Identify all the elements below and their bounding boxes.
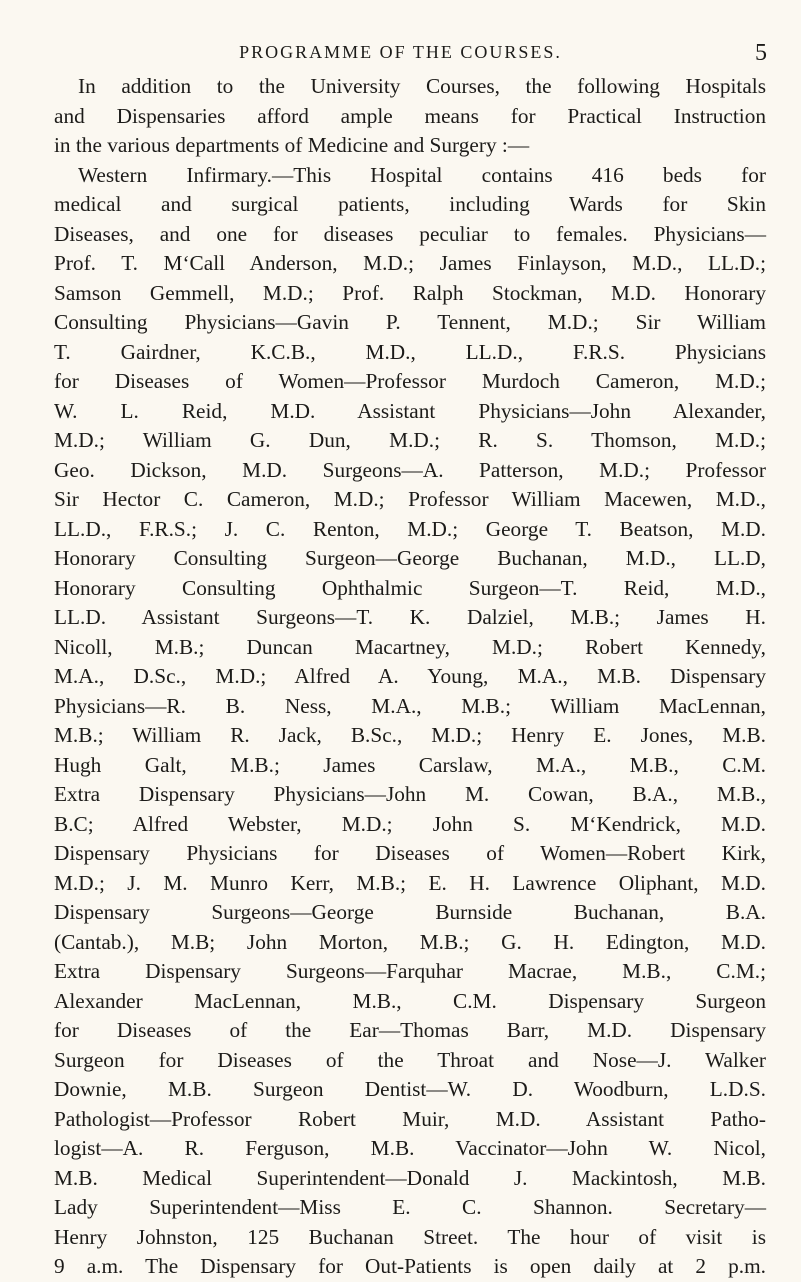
text-line: Honorary Consulting Ophthalmic Surgeon—T. Reid, M.D., bbox=[54, 575, 766, 600]
text-line: M.B.; William R. Jack, B.Sc., M.D.; Henry E. Jones, M.B. bbox=[54, 723, 766, 747]
text-line: Dispensary Physicians for Diseases of Women—Robert Kirk, bbox=[54, 841, 766, 865]
text-line: M.B. Medical Superintendent—Donald J. Mackintosh, M.B. bbox=[54, 1165, 766, 1190]
text-line: for Diseases of the Ear—Thomas Barr, M.D. Dispensary bbox=[54, 1018, 766, 1042]
text-line: medical and surgical patients, including Wards for Skin bbox=[54, 192, 766, 216]
text-line: Nicoll, M.B.; Duncan Macartney, M.D.; Robert Kennedy, bbox=[54, 634, 766, 659]
page-number: 5 bbox=[755, 40, 767, 66]
text-line: Sir Hector C. Cameron, M.D.; Professor William Macewen, M.D., bbox=[54, 487, 766, 511]
text-line: M.D.; William G. Dun, M.D.; R. S. Thomson, M.D.; bbox=[54, 428, 766, 452]
text-line: Diseases, and one for diseases peculiar to females. Physicians— bbox=[54, 221, 766, 246]
text-line: logist—A. R. Ferguson, M.B. Vaccinator—John W. Nicol, bbox=[54, 1136, 766, 1160]
text-line: Henry Johnston, 125 Buchanan Street. The hour of visit is bbox=[54, 1224, 766, 1249]
text-line: Dispensary Surgeons—George Burnside Buchanan, B.A. bbox=[54, 900, 766, 924]
body-text bbox=[54, 72, 766, 1282]
running-title: PROGRAMME OF THE COURSES. bbox=[239, 42, 562, 62]
text-line: Honorary Consulting Surgeon—George Buchanan, M.D., LL.D, bbox=[54, 546, 766, 570]
text-line: for Diseases of Women—Professor Murdoch Cameron, M.D.; bbox=[54, 369, 766, 393]
text-line: Extra Dispensary Surgeons—Farquhar Macrae, M.B., C.M.; bbox=[54, 959, 766, 983]
text-line: Western Infirmary.—This Hospital contains 416 beds for bbox=[78, 162, 766, 187]
text-line: Pathologist—Professor Robert Muir, M.D. Assistant Patho- bbox=[54, 1106, 766, 1131]
text-line: W. L. Reid, M.D. Assistant Physicians—John Alexander, bbox=[54, 398, 766, 423]
running-head bbox=[0, 26, 801, 66]
text-line: in the various departments of Medicine and Surgery :— bbox=[54, 133, 530, 157]
text-line: LL.D., F.R.S.; J. C. Renton, M.D.; George T. Beatson, M.D. bbox=[54, 516, 766, 541]
text-line: LL.D. Assistant Surgeons—T. K. Dalziel, M.B.; James H. bbox=[54, 605, 766, 629]
text-line: 9 a.m. The Dispensary for Out-Patients is open daily at 2 p.m. bbox=[54, 1254, 766, 1278]
text-line: Alexander MacLennan, M.B., C.M. Dispensary Surgeon bbox=[54, 988, 766, 1013]
text-line: M.A., D.Sc., M.D.; Alfred A. Young, M.A., M.B. Dispensary bbox=[54, 664, 766, 688]
text-line: Consulting Physicians—Gavin P. Tennent, M.D.; Sir William bbox=[54, 310, 766, 334]
text-line: Extra Dispensary Physicians—John M. Cowan, B.A., M.B., bbox=[54, 782, 766, 806]
text-line: Lady Superintendent—Miss E. C. Shannon. Secretary— bbox=[54, 1195, 766, 1219]
text-line: (Cantab.), M.B; John Morton, M.B.; G. H. Edington, M.D. bbox=[54, 929, 766, 954]
text-line: B.C; Alfred Webster, M.D.; John S. M‘Kendrick, M.D. bbox=[54, 811, 766, 836]
text-line: Physicians—R. B. Ness, M.A., M.B.; William MacLennan, bbox=[54, 693, 766, 718]
text-line: In addition to the University Courses, the following Hospitals bbox=[78, 74, 766, 98]
text-line: Prof. T. M‘Call Anderson, M.D.; James Finlayson, M.D., LL.D.; bbox=[54, 251, 766, 275]
text-line: M.D.; J. M. Munro Kerr, M.B.; E. H. Lawrence Oliphant, M.D. bbox=[54, 870, 766, 895]
text-line: T. Gairdner, K.C.B., M.D., LL.D., F.R.S. Physicians bbox=[54, 339, 766, 364]
text-line: Samson Gemmell, M.D.; Prof. Ralph Stockman, M.D. Honorary bbox=[54, 280, 766, 305]
text-line: Downie, M.B. Surgeon Dentist—W. D. Woodburn, L.D.S. bbox=[54, 1077, 766, 1101]
text-line: Hugh Galt, M.B.; James Carslaw, M.A., M.B., C.M. bbox=[54, 752, 766, 777]
text-line: and Dispensaries afford ample means for Practical Instruction bbox=[54, 103, 766, 128]
text-line: Surgeon for Diseases of the Throat and Nose—J. Walker bbox=[54, 1047, 766, 1072]
text-line: Geo. Dickson, M.D. Surgeons—A. Patterson, M.D.; Professor bbox=[54, 457, 766, 482]
